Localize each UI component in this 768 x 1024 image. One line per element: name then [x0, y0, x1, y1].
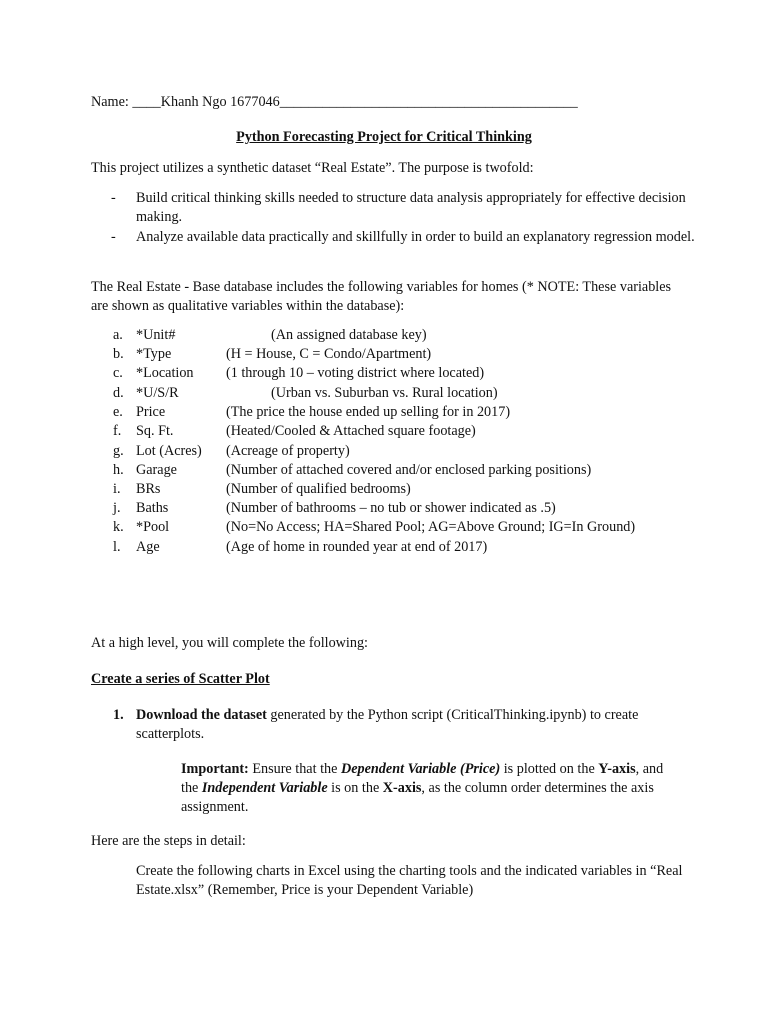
- database-intro: The Real Estate - Base database includes the following variables for homes (* NOTE: These variables are shown as qualitative variables within the database):: [91, 279, 672, 314]
- important-text: is plotted on the: [500, 761, 599, 777]
- important-label: Important:: [181, 761, 249, 777]
- list-marker: k.: [113, 519, 124, 535]
- variable-name: BRs: [136, 481, 161, 497]
- variable-description: (Number of attached covered and/or enclosed parking positions): [226, 462, 592, 478]
- variable-name: Price: [136, 404, 166, 420]
- variable-description: (H = House, C = Condo/Apartment): [226, 346, 432, 362]
- important-text: , and the: [181, 761, 664, 796]
- high-level-intro: At a high level, you will complete the following:: [91, 635, 368, 651]
- variable-name: Age: [136, 539, 160, 555]
- list-marker: l.: [113, 539, 121, 555]
- steps-intro: Here are the steps in detail:: [91, 833, 246, 849]
- important-text: , as the column order determines the axis assignment.: [181, 780, 654, 815]
- variable-name: *Location: [136, 365, 194, 381]
- variable-name: *Type: [136, 346, 172, 362]
- variable-description: (1 through 10 – voting district where located): [226, 365, 485, 381]
- important-text: is on the: [327, 780, 383, 796]
- document-title: Python Forecasting Project for Critical Thinking: [236, 129, 532, 145]
- purpose-1-text: Build critical thinking skills needed to structure data analysis appropriately for effective decision making.: [136, 190, 686, 225]
- list-marker: c.: [113, 365, 123, 381]
- purpose-1-dash: -: [111, 190, 116, 206]
- list-marker: f.: [113, 423, 122, 439]
- excel-instructions: Create the following charts in Excel using the charting tools and the indicated variables in “Real Estate.xlsx” (Remember, Price is your Dependent Variable): [136, 863, 683, 898]
- list-marker: h.: [113, 462, 124, 478]
- list-marker: e.: [113, 404, 123, 420]
- y-axis-term: Y-axis: [598, 761, 636, 777]
- intro-paragraph: This project utilizes a synthetic dataset “Real Estate”. The purpose is twofold:: [91, 160, 534, 176]
- variable-description: (Number of qualified bedrooms): [226, 481, 411, 497]
- variable-description: (Acreage of property): [226, 443, 350, 459]
- x-axis-term: X-axis: [382, 780, 422, 796]
- name-line: Name: ____Khanh Ngo 1677046__________________________________________: [91, 94, 578, 110]
- variable-name: *U/S/R: [136, 385, 179, 401]
- list-marker: j.: [113, 500, 121, 516]
- variable-description: (Age of home in rounded year at end of 2017): [226, 539, 488, 555]
- variable-description: (Urban vs. Suburban vs. Rural location): [271, 385, 498, 401]
- important-note: [181, 760, 681, 817]
- list-marker: d.: [113, 385, 124, 401]
- variable-description: (Heated/Cooled & Attached square footage): [226, 423, 476, 439]
- purpose-2-dash: -: [111, 229, 116, 245]
- variable-name: Sq. Ft.: [136, 423, 174, 439]
- important-text: Ensure that the: [248, 761, 341, 777]
- variable-name: Lot (Acres): [136, 443, 202, 459]
- dependent-variable-term: Dependent Variable (Price): [340, 761, 501, 777]
- step-1-bold: Download the dataset: [136, 707, 267, 723]
- step-1-rest: generated by the Python script (CriticalThinking.ipynb) to create scatterplots.: [136, 707, 639, 742]
- list-marker: g.: [113, 443, 124, 459]
- list-marker: a.: [113, 327, 123, 343]
- variable-description: (An assigned database key): [271, 327, 427, 343]
- list-marker: i.: [113, 481, 121, 497]
- variable-description: (Number of bathrooms – no tub or shower indicated as .5): [226, 500, 556, 516]
- variable-description: (No=No Access; HA=Shared Pool; AG=Above Ground; IG=In Ground): [226, 519, 636, 535]
- variable-name: Garage: [136, 462, 177, 478]
- purpose-2-text: Analyze available data practically and skillfully in order to build an explanatory regression model.: [136, 229, 695, 245]
- step-number: 1.: [113, 707, 124, 723]
- variable-description: (The price the house ended up selling for in 2017): [226, 404, 511, 420]
- variable-name: Baths: [136, 500, 169, 516]
- list-marker: b.: [113, 346, 124, 362]
- step-1-text: [136, 706, 696, 744]
- section-heading: Create a series of Scatter Plot: [91, 671, 270, 687]
- variable-name: *Unit#: [136, 327, 176, 343]
- variable-name: *Pool: [136, 519, 170, 535]
- independent-variable-term: Independent Variable: [201, 780, 328, 796]
